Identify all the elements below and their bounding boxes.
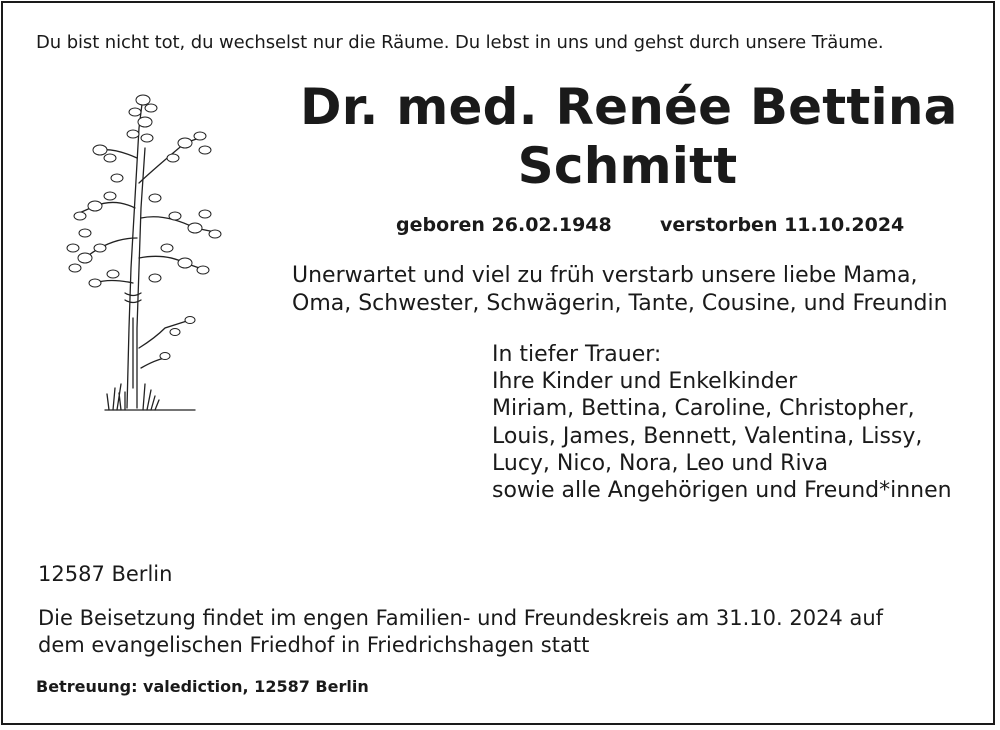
intro-line: Oma, Schwester, Schwägerin, Tante, Cousine, und Freundin [292, 291, 948, 316]
intro-line: Unerwartet und viel zu früh verstarb unsere liebe Mama, [292, 263, 918, 288]
city-line: 12587 Berlin [38, 562, 173, 586]
mourners-line: sowie alle Angehörigen und Freund*innen [492, 478, 952, 504]
funeral-notice [38, 605, 883, 659]
death-date: verstorben 11.10.2024 [660, 214, 905, 236]
tree-drawing-icon [55, 88, 230, 418]
mourners-line: Louis, James, Bennett, Valentina, Lissy, [492, 423, 923, 449]
mourners-line: Ihre Kinder und Enkelkinder [492, 369, 798, 395]
mourners-line: In tiefer Trauer: [492, 342, 662, 367]
mourners-list [492, 341, 952, 504]
motto-quote: Du bist nicht tot, du wechselst nur die Räume. Du lebst in uns und gehst durch unsere Träume. [36, 32, 884, 53]
funeral-line: dem evangelischen Friedhof in Friedrichshagen statt [38, 633, 590, 657]
care-provider: Betreuung: valediction, 12587 Berlin [36, 677, 369, 696]
birth-date: geboren 26.02.1948 [396, 214, 612, 236]
deceased-name-line1: Dr. med. Renée Bettina [300, 78, 958, 136]
deceased-name-line2: Schmitt [517, 137, 738, 195]
mourners-line: Miriam, Bettina, Caroline, Christopher, [492, 396, 915, 422]
funeral-line: Die Beisetzung findet im engen Familien- und Freundeskreis am 31.10. 2024 auf [38, 606, 884, 630]
mourners-line: Lucy, Nico, Nora, Leo und Riva [492, 450, 829, 476]
intro-text [292, 262, 948, 318]
